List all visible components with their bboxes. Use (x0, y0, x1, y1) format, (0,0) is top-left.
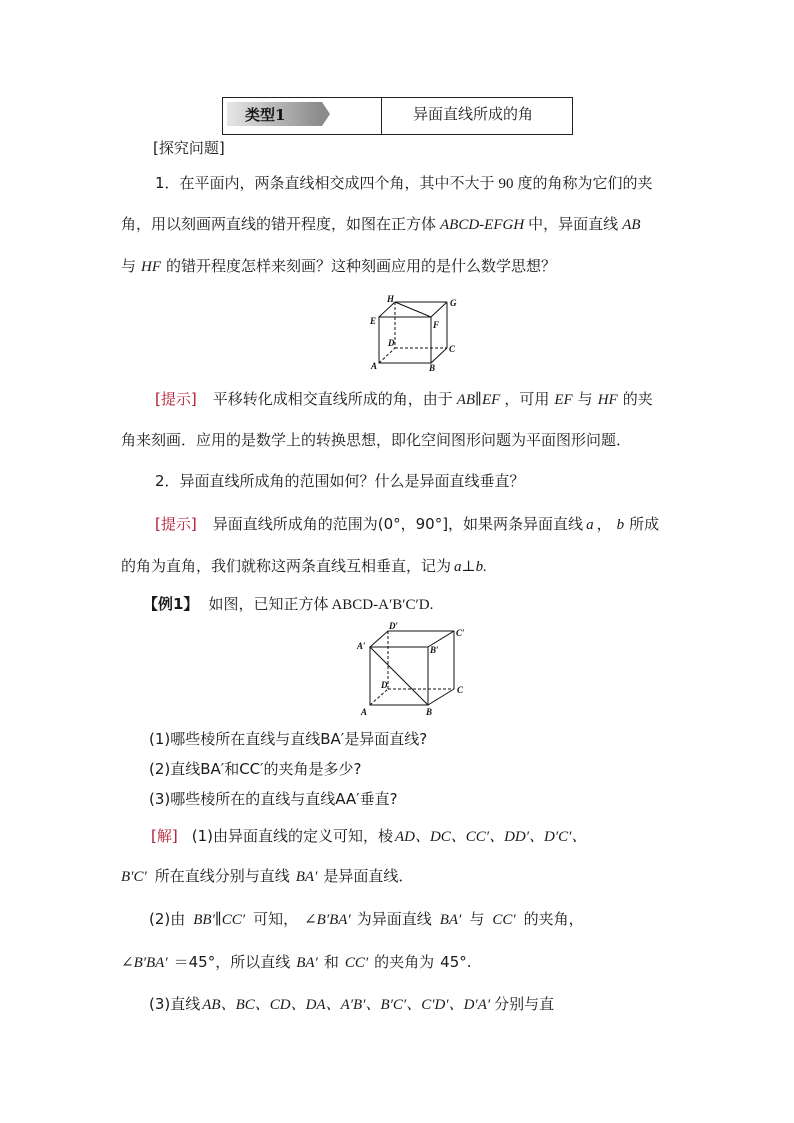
type-tag-label: 类型1 (245, 106, 286, 124)
q2: 2．异面直线所成角的范围如何？什么是异面直线垂直？ (155, 472, 525, 490)
header-divider (381, 98, 382, 134)
solution-p1-line1: [解] (1)由异面直线的定义可知，棱 AD、DC、CC′、DD′、D′C′、 (151, 827, 587, 845)
label-B: B (429, 363, 436, 373)
cube-figure-2 (356, 621, 472, 717)
label-D: D (388, 338, 395, 348)
solution-label: [解] (151, 827, 178, 845)
label-D: D (381, 680, 388, 690)
label-A: A (371, 361, 378, 371)
section-title: 异面直线所成的角 (413, 105, 534, 123)
hint2-line1: [提示] 异面直线所成角的范围为(0°，90°]，如果两条异面直线 a ， b 所成 (155, 515, 660, 533)
label-B: B (426, 707, 433, 717)
hint1-line1: [提示] 平移转化成相交直线所成的角，由于 AB∥EF ，可用 EF 与 HF 的夹 (155, 390, 653, 408)
hint1-label: [提示] (155, 390, 197, 408)
solution-p3-line1: (3)直线 AB、BC、CD、DA、A′B′、B′C′、C′D′、D′A′ 分别与直 (149, 995, 555, 1013)
hint2-label: [提示] (155, 515, 197, 533)
hint1-line2: 角来刻画．应用的是数学上的转换思想，即化空间图形问题为平面图形问题． (121, 431, 632, 449)
label-C: C (449, 344, 456, 354)
example1: 【例1】 如图，已知正方体 ABCD-A′B′C′D. (143, 595, 434, 613)
label-A: A (361, 707, 368, 717)
type-tag (227, 102, 322, 126)
section-header (222, 97, 573, 135)
label-D-prime: D′ (389, 621, 399, 631)
subq-2: (2)直线BA′和CC′的夹角是多少? (149, 760, 362, 778)
label-B-prime: B′ (430, 645, 439, 655)
q1-line3: 与 HF 的错开程度怎样来刻画？这种刻画应用的是什么数学思想？ (121, 257, 557, 275)
cube-figure-1 (364, 295, 464, 373)
solution-p2-line1: (2)由 BB′∥CC′ 可知， ∠B′BA′ 为异面直线 BA′ 与 CC′ 的夹角， (149, 910, 584, 928)
label-E: E (370, 316, 377, 326)
label-G: G (450, 298, 457, 308)
subq-3: (3)哪些棱所在的直线与直线AA′垂直? (149, 790, 398, 808)
hint2-line2: 的角为直角，我们就称这两条直线互相垂直，记为 a⊥b. (121, 557, 487, 575)
label-A-prime: A′ (357, 641, 366, 651)
label-C-prime: C′ (456, 628, 465, 638)
explore-heading: [探究问题] (153, 139, 225, 157)
subq-1: (1)哪些棱所在直线与直线BA′是异面直线? (149, 730, 428, 748)
q1-line1: 1．在平面内，两条直线相交成四个角，其中不大于 90 度的角称为它们的夹 (155, 174, 653, 192)
solution-p1-line2: B′C′ 所在直线分别与直线 BA′ 是异面直线． (121, 867, 414, 885)
solution-p2-line2: ∠B′BA′ ＝45°，所以直线 BA′ 和 CC′ 的夹角为 45°. (121, 953, 472, 971)
q1-line2: 角，用以刻画两直线的错开程度，如图在正方体 ABCD-EFGH 中，异面直线 AB (121, 215, 641, 233)
label-C: C (457, 685, 464, 695)
label-H: H (387, 295, 395, 304)
label-F: F (433, 320, 440, 330)
